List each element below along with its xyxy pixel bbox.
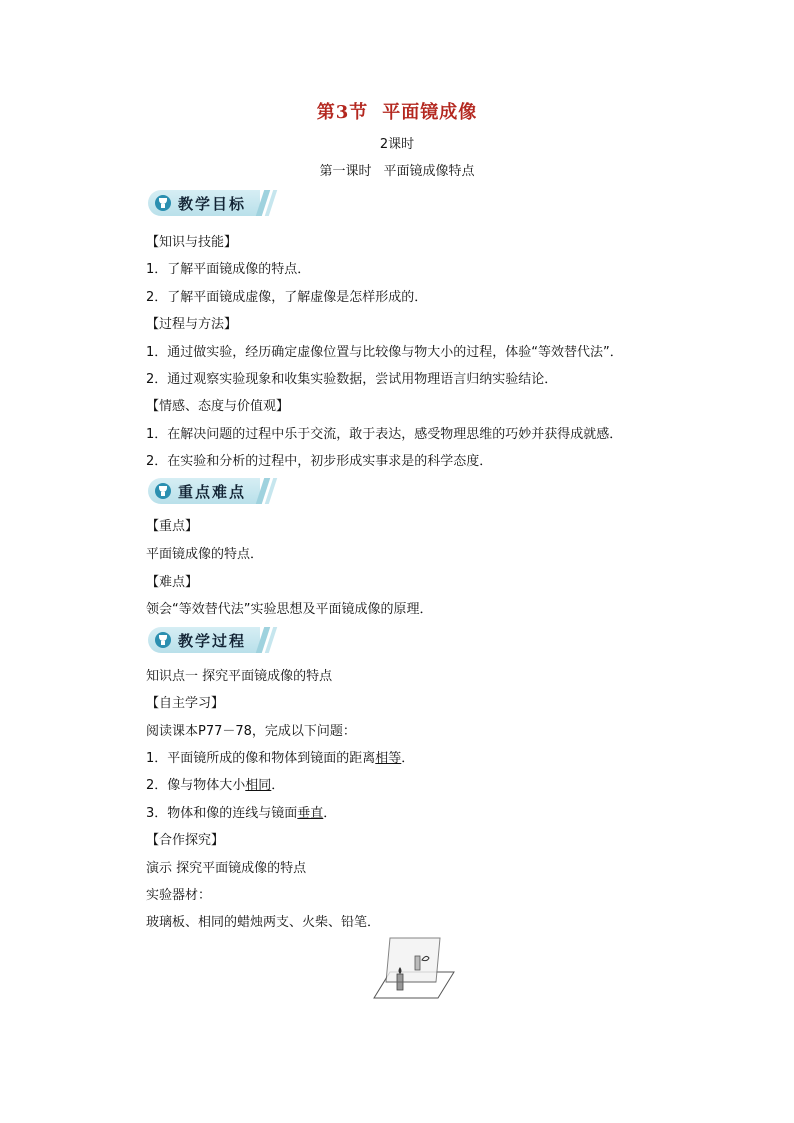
lesson-count: 2课时 (379, 137, 415, 152)
lesson-name: 第一课时 (319, 164, 372, 179)
question-text: 2．像与物体大小 (146, 778, 246, 793)
difficulty-heading: 【难点】 (146, 575, 199, 590)
trophy-icon (155, 195, 171, 211)
demo-title: 演示 探究平面镜成像的特点 (146, 861, 307, 876)
banner-teaching-process (148, 627, 272, 653)
question-item (146, 747, 414, 766)
list-item: 1．了解平面镜成像的特点． (146, 262, 311, 277)
reading-instruction: 阅读课本P77－78，完成以下问题： (146, 724, 356, 739)
title-section-number: 第3节 (316, 102, 369, 123)
banner-label: 重点难点 (178, 483, 247, 501)
key-heading: 【重点】 (146, 519, 199, 534)
banner-label: 教学目标 (178, 195, 247, 213)
list-item: 1．通过做实验，经历确定虚像位置与比较像与物大小的过程，体验“等效替代法”． (146, 345, 623, 360)
question-end: ． (323, 806, 337, 821)
answer-text: 相同 (245, 778, 272, 793)
banner-label: 教学过程 (178, 632, 247, 650)
knowledge-point-title: 知识点一 探究平面镜成像的特点 (146, 669, 333, 684)
question-end: ． (401, 751, 415, 766)
emotion-heading: 【情感、态度与价值观】 (146, 399, 290, 414)
banner-teaching-goals (148, 190, 272, 216)
cooperation-heading: 【合作探究】 (146, 833, 225, 848)
list-item: 2．在实验和分析的过程中，初步形成实事求是的科学态度． (146, 454, 493, 469)
question-end: ． (271, 778, 285, 793)
difficulty-text: 领会“等效替代法”实验思想及平面镜成像的原理． (146, 602, 433, 617)
lesson-subtitle (0, 160, 794, 179)
question-item (146, 774, 284, 793)
self-study-heading: 【自主学习】 (146, 696, 225, 711)
knowledge-heading: 【知识与技能】 (146, 235, 238, 250)
trophy-icon (155, 632, 171, 648)
banner-key-points (148, 478, 272, 504)
list-item: 2．通过观察实验现象和收集实验数据，尝试用物理语言归纳实验结论． (146, 372, 558, 387)
glass-plate (386, 938, 440, 982)
key-text: 平面镜成像的特点． (146, 547, 264, 562)
question-item (146, 802, 336, 821)
list-item: 2．了解平面镜成虚像，了解虚像是怎样形成的． (146, 290, 428, 305)
list-item: 1．在解决问题的过程中乐于交流，敢于表达，感受物理思维的巧妙并获得成就感． (146, 427, 623, 442)
lesson-topic: 平面镜成像特点 (383, 164, 475, 179)
equipment-heading: 实验器材： (146, 888, 212, 903)
candle-behind (415, 956, 420, 970)
method-heading: 【过程与方法】 (146, 317, 238, 332)
question-text: 3．物体和像的连线与镜面 (146, 806, 298, 821)
experiment-figure (368, 934, 456, 1004)
trophy-icon (155, 483, 171, 499)
equipment-list: 玻璃板、相同的蜡烛两支、火柴、铅笔． (146, 915, 381, 930)
title-topic: 平面镜成像 (382, 102, 478, 123)
question-text: 1．平面镜所成的像和物体到镜面的距离 (146, 751, 376, 766)
answer-text: 相等 (375, 751, 402, 766)
answer-text: 垂直 (297, 806, 324, 821)
section-title (0, 98, 794, 124)
